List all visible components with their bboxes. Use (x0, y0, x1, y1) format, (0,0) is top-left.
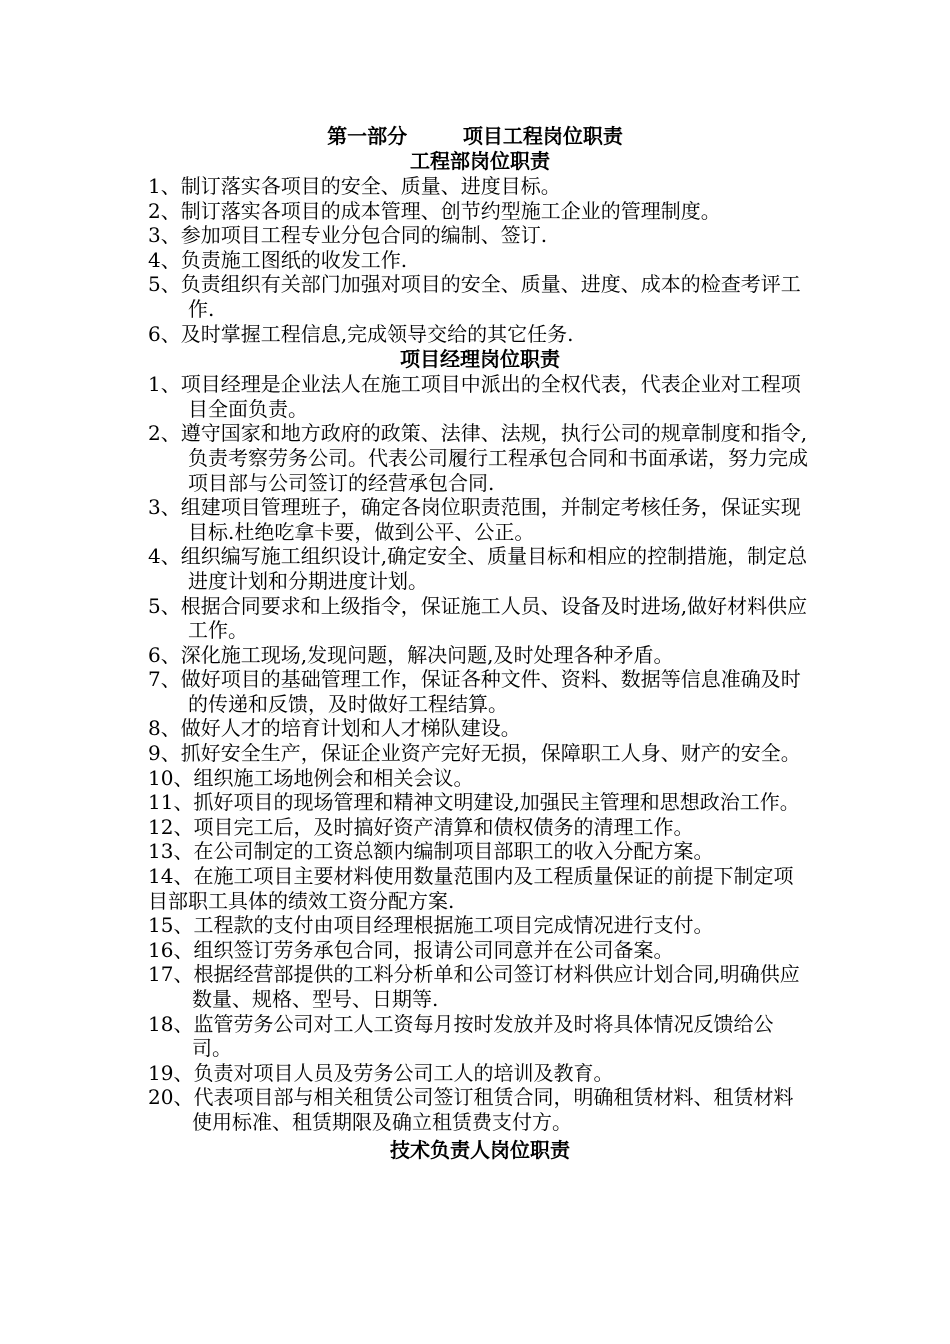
list-item: 1、项目经理是企业法人在施工项目中派出的全权代表，代表企业对工程项目全面负责。 (148, 372, 801, 421)
list-item: 13、在公司制定的工资总额内编制项目部职工的收入分配方案。 (148, 839, 714, 864)
list-item: 20、代表项目部与相关租赁公司签订租赁合同，明确租赁材料、租赁材料使用标准、租赁期限及确立租赁费支付方。 (148, 1085, 794, 1134)
document-body (148, 148, 812, 1163)
section-heading-project-manager: 项目经理岗位职责 (400, 347, 560, 372)
list-item: 5、负责组织有关部门加强对项目的安全、质量、进度、成本的检查考评工作. (148, 272, 801, 321)
list-item: 4、负责施工图纸的收发工作. (148, 247, 408, 272)
list-item: 7、做好项目的基础管理工作，保证各种文件、资料、数据等信息准确及时的传递和反馈，及时做好工程结算。 (148, 667, 801, 716)
list-item: 4、组织编写施工组织设计,确定安全、质量目标和相应的控制措施，制定总进度计划和分期进度计划。 (148, 544, 808, 593)
list-item: 11、抓好项目的现场管理和精神文明建设,加强民主管理和思想政治工作。 (148, 790, 800, 815)
list-item: 17、根据经营部提供的工料分析单和公司签订材料供应计划合同,明确供应数量、规格、型号、日期等. (148, 962, 800, 1011)
list-item: 3、组建项目管理班子，确定各岗位职责范围，并制定考核任务，保证实现目标.杜绝吃拿卡要，做到公平、公正。 (148, 495, 801, 544)
section-heading-engineering-dept: 工程部岗位职责 (410, 149, 550, 173)
list-item: 2、遵守国家和地方政府的政策、法律、法规，执行公司的规章制度和指令,负责考察劳务公司。代表公司履行工程承包合同和书面承诺，努力完成项目部与公司签订的经营承包合同. (148, 421, 808, 495)
list-item: 9、抓好安全生产，保证企业资产完好无损，保障职工人身、财产的安全。 (148, 741, 801, 766)
list-item: 3、参加项目工程专业分包合同的编制、签订. (148, 223, 548, 248)
section-heading-technical-lead: 技术负责人岗位职责 (390, 1137, 570, 1162)
list-item: 6、及时掌握工程信息,完成领导交给的其它任务. (148, 321, 574, 346)
list-item: 2、制订落实各项目的成本管理、创节约型施工企业的管理制度。 (148, 198, 721, 223)
list-item: 18、监管劳务公司对工人工资每月按时发放并及时将具体情况反馈给公司。 (148, 1011, 774, 1061)
list-item: 19、负责对项目人员及劳务公司工人的培训及教育。 (148, 1060, 614, 1085)
list-item: 15、工程款的支付由项目经理根据施工项目完成情况进行支付。 (148, 913, 714, 938)
list-item: 16、组织签订劳务承包合同，报请公司同意并在公司备案。 (148, 937, 674, 962)
list-item: 12、项目完工后，及时搞好资产清算和债权债务的清理工作。 (148, 814, 694, 839)
list-item: 5、根据合同要求和上级指令，保证施工人员、设备及时进场,做好材料供应工作。 (148, 593, 808, 643)
part-title: 第一部分 项目工程岗位职责 (327, 124, 623, 148)
list-item: 14、在施工项目主要材料使用数量范围内及工程质量保证的前提下制定项目部职工具体的绩效工资分配方案. (148, 864, 794, 913)
list-item: 6、深化施工现场,发现问题，解决问题,及时处理各种矛盾。 (148, 642, 674, 667)
list-item: 1、制订落实各项目的安全、质量、进度目标。 (148, 174, 561, 198)
list-item: 8、做好人才的培育计划和人才梯队建设。 (148, 716, 521, 741)
list-item: 10、组织施工场地例会和相关会议。 (148, 765, 474, 790)
